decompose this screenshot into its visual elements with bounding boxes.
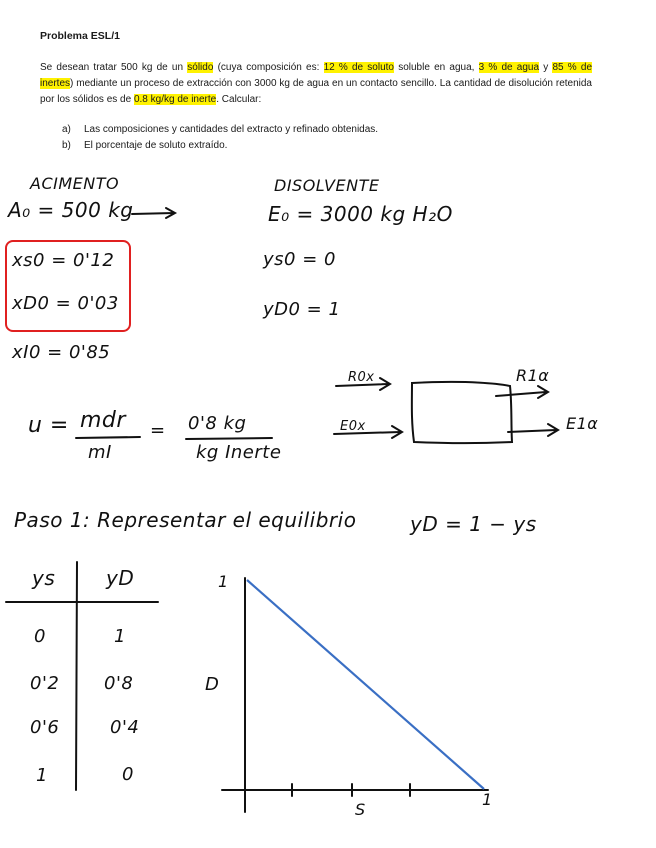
question-letter: b) [62,140,71,151]
u-denominator: mI [88,442,112,463]
yd0-value: yD0 = 1 [263,299,341,320]
inlet-arrow-top [336,378,390,390]
question-text: El porcentaje de soluto extraído. [84,140,228,151]
u-value-fraction-bar [186,438,272,439]
u-lhs: u = [28,413,69,438]
highlighted-text: 3 % de agua [478,62,540,73]
statement-text: . Calcular: [216,94,262,105]
statement-text: ) mediante un proceso de extracción con 3000 kg de agua en un contacto sencillo. La cantidad de disolución retenida por los sólidos es de [40,78,592,105]
highlighted-text: 0.8 kg/kg de inerte [133,94,217,105]
step1-heading: Paso 1: Representar el equilibrio [14,508,357,532]
process-box [412,382,512,443]
question-letter: a) [62,124,71,135]
inlet-arrow-bottom [334,426,402,438]
u-fraction-bar [76,437,140,438]
statement-text: y [539,62,553,73]
flow-in-bottom-label: E0x [340,419,366,434]
outlet-arrow-top [496,386,548,398]
highlighted-text: 85 % de inertes [40,62,593,89]
u-equals: = [150,420,166,441]
xi0-value: xI0 = 0'85 [12,342,111,363]
table-cell: 0'4 [110,717,140,738]
question-text: Las composiciones y cantidades del extracto y refinado obtenidas. [84,124,379,135]
plot-y-top-label: 1 [218,572,229,591]
table-cell: 0'8 [104,673,134,694]
table-header-ys: ys [32,566,56,590]
equilibrium-relation: yD = 1 − ys [410,512,537,536]
table-cell: 1 [36,765,48,786]
flow-out-top-label: R1α [516,366,550,385]
xd0-value: xD0 = 0'03 [12,293,119,314]
table-header-yd: yD [106,566,135,590]
feed-arrow [132,208,175,218]
equilibrium-line [247,580,484,789]
plot-x-end-label: 1 [482,790,493,809]
statement-text: soluble en agua, [394,62,479,73]
u-value-numerator: 0'8 kg [188,413,247,434]
highlighted-text: 12 % de soluto [323,62,394,73]
table-cell: 0 [34,626,46,647]
feed-header: ACIMENTO [30,174,120,193]
table-cell: 0 [122,764,134,785]
table-cell: 0'6 [30,717,60,738]
statement-text: (cuya composición es: [213,62,324,73]
flow-out-bottom-label: E1α [566,414,599,433]
plot-x-mid-label: S [355,800,366,819]
flow-in-top-label: R0x [348,370,375,385]
feed-value: A₀ = 500 kg [8,198,134,222]
outlet-arrow-bottom [508,424,558,436]
table-cell: 0'2 [30,673,60,694]
u-numerator: mdr [80,408,126,433]
problem-title: Problema ESL/1 [40,30,120,42]
statement-text: Se desean tratar 500 kg de un [40,62,188,73]
highlighted-text: sólido [187,62,214,73]
ys0-value: ys0 = 0 [263,249,336,270]
u-value-denominator: kg Inerte [196,442,282,463]
table-vertical-line [76,562,77,790]
solvent-header: DISOLVENTE [274,176,380,195]
solvent-value: E₀ = 3000 kg H₂O [268,202,453,226]
xs0-value: xs0 = 0'12 [12,250,115,271]
plot-y-axis-label: D [205,674,220,695]
table-cell: 1 [114,626,126,647]
